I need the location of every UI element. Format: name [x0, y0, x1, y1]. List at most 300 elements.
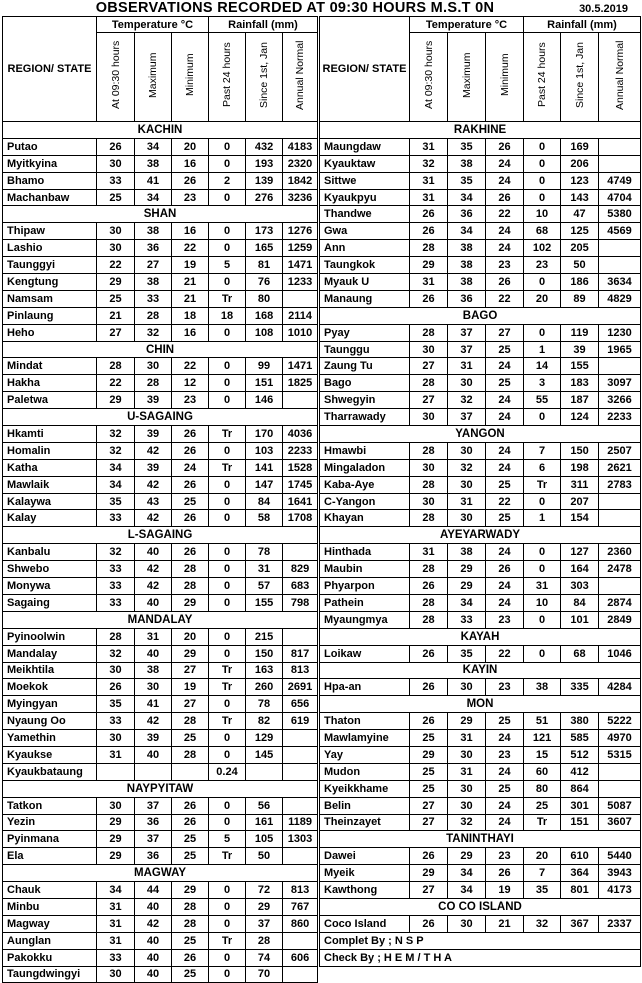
- rain-annual-normal: 798: [283, 594, 318, 611]
- station-name: Hakha: [3, 375, 97, 392]
- temp-min: 24: [486, 240, 524, 257]
- rain-since-jan: 123: [561, 172, 599, 189]
- temp-max: 30: [135, 679, 172, 696]
- temp-min: 22: [486, 493, 524, 510]
- rain-since-jan: 183: [561, 375, 599, 392]
- temp-0930: 30: [97, 966, 135, 983]
- temp-max: 34: [448, 223, 486, 240]
- temp-max: 36: [448, 290, 486, 307]
- temp-min: 20: [172, 628, 209, 645]
- temp-min: 24: [486, 392, 524, 409]
- temp-max: 30: [448, 375, 486, 392]
- section-header-row: [320, 696, 641, 713]
- rain-since-jan: 57: [246, 578, 283, 595]
- rain-24h: 0: [209, 814, 246, 831]
- rain-annual-normal: 2621: [599, 459, 641, 476]
- rain-since-jan: 141: [246, 459, 283, 476]
- section-header-row: [320, 662, 641, 679]
- table-row: [320, 746, 641, 763]
- table-row: [3, 544, 318, 561]
- table-row: [320, 679, 641, 696]
- rain-since-jan: 119: [561, 324, 599, 341]
- col-header: At 09:30 hours: [97, 33, 135, 122]
- table-row: [3, 375, 318, 392]
- temp-max: 27: [135, 257, 172, 274]
- rain-since-jan: 105: [246, 831, 283, 848]
- temp-min: 22: [486, 206, 524, 223]
- table-row: [3, 324, 318, 341]
- rain-24h: Tr: [209, 932, 246, 949]
- rain-since-jan: 186: [561, 274, 599, 291]
- temp-max: 42: [135, 561, 172, 578]
- temp-max: 38: [448, 274, 486, 291]
- table-row: [320, 290, 641, 307]
- station-name: Magway: [3, 915, 97, 932]
- table-row: [3, 814, 318, 831]
- col-header: At 09:30 hours: [410, 33, 448, 122]
- rain-24h: 10: [524, 206, 561, 223]
- table-row: [320, 155, 641, 172]
- temp-0930: 31: [97, 898, 135, 915]
- rain-24h: Tr: [209, 459, 246, 476]
- station-name: Maungdaw: [320, 138, 410, 155]
- table-row: [3, 848, 318, 865]
- rain-24h: 15: [524, 746, 561, 763]
- temp-max: 29: [448, 848, 486, 865]
- temp-min: [172, 763, 209, 780]
- station-name: Taunggu: [320, 341, 410, 358]
- rain-since-jan: 89: [561, 290, 599, 307]
- temp-max: 35: [448, 172, 486, 189]
- rain-since-jan: 151: [561, 814, 599, 831]
- rain-since-jan: 367: [561, 915, 599, 932]
- temp-0930: 33: [97, 510, 135, 527]
- station-name: Pyay: [320, 324, 410, 341]
- temp-min: 26: [486, 189, 524, 206]
- rain-24h: 60: [524, 763, 561, 780]
- station-name: Chauk: [3, 882, 97, 899]
- table-row: [320, 882, 641, 899]
- temp-0930: 33: [97, 561, 135, 578]
- section-title: KACHIN: [3, 122, 318, 139]
- station-name: Sittwe: [320, 172, 410, 189]
- table-row: [320, 797, 641, 814]
- station-name: Myingyan: [3, 696, 97, 713]
- rain-24h: 0: [524, 493, 561, 510]
- temp-max: 43: [135, 493, 172, 510]
- temp-max: 34: [448, 189, 486, 206]
- table-row: [3, 578, 318, 595]
- rain-since-jan: 70: [246, 966, 283, 983]
- right-observation-table: [319, 16, 641, 967]
- rain-24h: 0: [209, 223, 246, 240]
- temp-0930: 26: [410, 223, 448, 240]
- rain-24h: 5: [209, 831, 246, 848]
- rain-24h: 20: [524, 290, 561, 307]
- section-title: AYEYARWADY: [320, 527, 641, 544]
- rain-annual-normal: 817: [283, 645, 318, 662]
- rain-annual-normal: 2320: [283, 155, 318, 172]
- table-row: [320, 257, 641, 274]
- station-name: Hinthada: [320, 544, 410, 561]
- temp-0930: 26: [410, 679, 448, 696]
- rain-since-jan: 311: [561, 476, 599, 493]
- rain-annual-normal: [283, 392, 318, 409]
- rain-24h: 0: [209, 375, 246, 392]
- rain-annual-normal: 1825: [283, 375, 318, 392]
- rain-since-jan: 164: [561, 561, 599, 578]
- rain-24h: 3: [524, 375, 561, 392]
- rain-24h: Tr: [209, 713, 246, 730]
- temp-min: 22: [172, 358, 209, 375]
- section-title: RAKHINE: [320, 122, 641, 139]
- temp-max: 32: [448, 459, 486, 476]
- temp-min: 24: [486, 797, 524, 814]
- rain-24h: 31: [524, 578, 561, 595]
- report-date: 30.5.2019: [579, 3, 628, 15]
- rain-since-jan: 169: [561, 138, 599, 155]
- rain-since-jan: 187: [561, 392, 599, 409]
- station-name: C-Yangon: [320, 493, 410, 510]
- rain-24h: 0: [209, 358, 246, 375]
- temp-min: 24: [486, 459, 524, 476]
- temp-min: 24: [486, 763, 524, 780]
- temp-min: 29: [172, 882, 209, 899]
- station-name: Pathein: [320, 594, 410, 611]
- rain-annual-normal: 1230: [599, 324, 641, 341]
- rain-24h: 0: [209, 578, 246, 595]
- temp-max: 31: [448, 493, 486, 510]
- temp-max: 31: [448, 763, 486, 780]
- rain-since-jan: 84: [246, 493, 283, 510]
- temp-max: 37: [135, 831, 172, 848]
- temp-min: 26: [172, 426, 209, 443]
- col-header: Past 24 hours: [209, 33, 246, 122]
- rain-annual-normal: [283, 966, 318, 983]
- rain-annual-normal: 1641: [283, 493, 318, 510]
- temp-min: 24: [486, 223, 524, 240]
- rain-since-jan: 585: [561, 730, 599, 747]
- table-row: [320, 274, 641, 291]
- rain-24h: 0: [524, 324, 561, 341]
- temp-min: 16: [172, 324, 209, 341]
- temp-max: 29: [448, 561, 486, 578]
- rain-annual-normal: [599, 155, 641, 172]
- table-row: [3, 915, 318, 932]
- rain-annual-normal: [283, 746, 318, 763]
- temp-0930: 28: [410, 561, 448, 578]
- temp-min: 24: [486, 358, 524, 375]
- region-header: REGION/ STATE: [320, 17, 410, 122]
- station-name: Heho: [3, 324, 97, 341]
- section-title: YANGON: [320, 426, 641, 443]
- rain-24h: 55: [524, 392, 561, 409]
- temp-0930: 26: [410, 915, 448, 932]
- rain-24h: 0: [524, 611, 561, 628]
- station-name: Kyaukbataung: [3, 763, 97, 780]
- temp-0930: 31: [410, 274, 448, 291]
- station-name: Manaung: [320, 290, 410, 307]
- temp-max: 31: [135, 628, 172, 645]
- temp-max: 29: [448, 713, 486, 730]
- rain-since-jan: 260: [246, 679, 283, 696]
- rain-annual-normal: 4173: [599, 882, 641, 899]
- temp-0930: 25: [97, 189, 135, 206]
- station-name: Shwebo: [3, 561, 97, 578]
- table-row: [3, 696, 318, 713]
- station-name: Thipaw: [3, 223, 97, 240]
- temp-max: 44: [135, 882, 172, 899]
- rain-annual-normal: [283, 544, 318, 561]
- temp-0930: 33: [97, 594, 135, 611]
- table-row: [320, 780, 641, 797]
- temp-min: 18: [172, 307, 209, 324]
- rain-24h: 6: [524, 459, 561, 476]
- rain-since-jan: 127: [561, 544, 599, 561]
- station-name: Gwa: [320, 223, 410, 240]
- temp-0930: 29: [410, 746, 448, 763]
- station-name: Kawthong: [320, 882, 410, 899]
- rainfall-header: Rainfall (mm): [524, 17, 641, 33]
- temp-max: 40: [135, 898, 172, 915]
- temp-max: [135, 763, 172, 780]
- rain-annual-normal: [283, 848, 318, 865]
- temp-min: 24: [172, 459, 209, 476]
- station-name: Katha: [3, 459, 97, 476]
- rain-since-jan: [246, 763, 283, 780]
- station-name: Dawei: [320, 848, 410, 865]
- table-row: [3, 426, 318, 443]
- table-row: [320, 138, 641, 155]
- temp-max: 40: [135, 932, 172, 949]
- rain-24h: 102: [524, 240, 561, 257]
- temp-max: 39: [135, 730, 172, 747]
- temp-max: 40: [135, 746, 172, 763]
- temp-max: 30: [448, 797, 486, 814]
- table-row: [320, 493, 641, 510]
- table-row: [320, 510, 641, 527]
- station-name: Bago: [320, 375, 410, 392]
- rain-since-jan: 147: [246, 476, 283, 493]
- station-name: Zaung Tu: [320, 358, 410, 375]
- rain-since-jan: 151: [246, 375, 283, 392]
- rain-since-jan: 68: [561, 645, 599, 662]
- temp-min: 21: [172, 274, 209, 291]
- rain-since-jan: 101: [561, 611, 599, 628]
- rain-since-jan: 82: [246, 713, 283, 730]
- station-name: Thaton: [320, 713, 410, 730]
- temp-0930: 30: [410, 341, 448, 358]
- rain-annual-normal: 5315: [599, 746, 641, 763]
- rain-annual-normal: 4970: [599, 730, 641, 747]
- temp-min: 28: [172, 578, 209, 595]
- temp-max: 40: [135, 949, 172, 966]
- table-row: [320, 578, 641, 595]
- station-name: Myaungmya: [320, 611, 410, 628]
- rain-annual-normal: 3266: [599, 392, 641, 409]
- rain-24h: 25: [524, 797, 561, 814]
- temp-max: 39: [135, 392, 172, 409]
- station-name: Taungkok: [320, 257, 410, 274]
- station-name: Pyinmana: [3, 831, 97, 848]
- temp-max: 30: [448, 442, 486, 459]
- rain-since-jan: 78: [246, 544, 283, 561]
- rain-annual-normal: 767: [283, 898, 318, 915]
- col-header: Annual Normal: [283, 33, 318, 122]
- temp-min: 26: [486, 561, 524, 578]
- rain-annual-normal: 2783: [599, 476, 641, 493]
- station-name: Bhamo: [3, 172, 97, 189]
- rain-24h: 0: [209, 544, 246, 561]
- temp-0930: 25: [410, 763, 448, 780]
- station-name: Hmawbi: [320, 442, 410, 459]
- rain-annual-normal: 619: [283, 713, 318, 730]
- temp-max: 41: [135, 696, 172, 713]
- station-name: Minbu: [3, 898, 97, 915]
- table-row: [3, 713, 318, 730]
- temp-max: 39: [135, 459, 172, 476]
- temp-max: 36: [135, 240, 172, 257]
- temp-max: 40: [135, 645, 172, 662]
- temp-min: 25: [486, 375, 524, 392]
- rain-annual-normal: 860: [283, 915, 318, 932]
- temp-min: 26: [172, 172, 209, 189]
- temp-0930: 26: [410, 645, 448, 662]
- station-name: Machanbaw: [3, 189, 97, 206]
- rain-since-jan: 125: [561, 223, 599, 240]
- rain-since-jan: 303: [561, 578, 599, 595]
- rain-since-jan: 47: [561, 206, 599, 223]
- temp-max: 36: [135, 814, 172, 831]
- rain-annual-normal: 2849: [599, 611, 641, 628]
- temp-min: 24: [486, 155, 524, 172]
- station-name: Kyaukse: [3, 746, 97, 763]
- rain-annual-normal: 606: [283, 949, 318, 966]
- rain-since-jan: 155: [561, 358, 599, 375]
- temp-min: 22: [486, 290, 524, 307]
- rain-since-jan: 161: [246, 814, 283, 831]
- station-name: Namsam: [3, 290, 97, 307]
- rain-annual-normal: 3236: [283, 189, 318, 206]
- rain-since-jan: 99: [246, 358, 283, 375]
- temp-0930: 34: [97, 882, 135, 899]
- temp-min: 21: [486, 915, 524, 932]
- temp-0930: 32: [97, 544, 135, 561]
- station-name: Phyarpon: [320, 578, 410, 595]
- rain-24h: 0: [209, 138, 246, 155]
- temp-min: 29: [172, 645, 209, 662]
- temp-max: 31: [448, 358, 486, 375]
- temp-min: 27: [486, 324, 524, 341]
- temp-0930: 26: [97, 138, 135, 155]
- rain-since-jan: 139: [246, 172, 283, 189]
- section-title: KAYAH: [320, 628, 641, 645]
- rain-annual-normal: 1708: [283, 510, 318, 527]
- section-title: L-SAGAING: [3, 527, 318, 544]
- temp-max: 30: [448, 510, 486, 527]
- temp-min: 24: [486, 578, 524, 595]
- rain-annual-normal: 2478: [599, 561, 641, 578]
- temp-0930: 35: [97, 696, 135, 713]
- temp-min: 25: [172, 848, 209, 865]
- rain-since-jan: 215: [246, 628, 283, 645]
- table-row: [3, 189, 318, 206]
- rain-24h: Tr: [209, 679, 246, 696]
- rain-since-jan: 150: [561, 442, 599, 459]
- rain-annual-normal: [599, 510, 641, 527]
- rain-24h: 68: [524, 223, 561, 240]
- rain-annual-normal: [283, 628, 318, 645]
- temp-min: 28: [172, 915, 209, 932]
- station-name: Hkamti: [3, 426, 97, 443]
- table-row: [3, 223, 318, 240]
- station-name: Mingaladon: [320, 459, 410, 476]
- temp-0930: 25: [410, 780, 448, 797]
- station-name: Pinlaung: [3, 307, 97, 324]
- temp-0930: 31: [97, 932, 135, 949]
- temp-max: 34: [448, 882, 486, 899]
- rain-since-jan: 154: [561, 510, 599, 527]
- rain-since-jan: 72: [246, 882, 283, 899]
- rain-24h: 14: [524, 358, 561, 375]
- rain-annual-normal: 3607: [599, 814, 641, 831]
- temp-0930: 26: [410, 713, 448, 730]
- report-header: [0, 0, 642, 16]
- rain-annual-normal: 4284: [599, 679, 641, 696]
- rain-annual-normal: 4829: [599, 290, 641, 307]
- temp-min: 26: [172, 797, 209, 814]
- rain-since-jan: 155: [246, 594, 283, 611]
- rain-24h: 51: [524, 713, 561, 730]
- table-row: [320, 189, 641, 206]
- temp-max: 40: [135, 544, 172, 561]
- rain-since-jan: 28: [246, 932, 283, 949]
- temp-0930: 33: [97, 172, 135, 189]
- section-header-row: [320, 898, 641, 915]
- rain-since-jan: 206: [561, 155, 599, 172]
- rain-since-jan: 143: [561, 189, 599, 206]
- rain-24h: 0.24: [209, 763, 246, 780]
- temp-0930: 28: [410, 611, 448, 628]
- station-name: Lashio: [3, 240, 97, 257]
- rain-since-jan: 81: [246, 257, 283, 274]
- table-row: [3, 307, 318, 324]
- section-header-row: [320, 307, 641, 324]
- temp-0930: 28: [97, 628, 135, 645]
- rain-annual-normal: 5087: [599, 797, 641, 814]
- rain-annual-normal: 1965: [599, 341, 641, 358]
- rain-24h: 0: [524, 189, 561, 206]
- temp-0930: 28: [410, 510, 448, 527]
- temp-0930: 30: [97, 730, 135, 747]
- rain-since-jan: 145: [246, 746, 283, 763]
- rain-since-jan: 50: [561, 257, 599, 274]
- station-name: Sagaing: [3, 594, 97, 611]
- temp-0930: 26: [410, 206, 448, 223]
- table-row: [320, 865, 641, 882]
- temp-0930: 25: [97, 290, 135, 307]
- rain-annual-normal: [283, 763, 318, 780]
- temp-min: 26: [172, 814, 209, 831]
- table-row: [3, 290, 318, 307]
- temp-0930: 31: [97, 915, 135, 932]
- rain-24h: 0: [524, 544, 561, 561]
- rain-24h: 0: [209, 915, 246, 932]
- table-row: [320, 763, 641, 780]
- rain-annual-normal: 1276: [283, 223, 318, 240]
- temp-min: 26: [486, 274, 524, 291]
- table-row: [3, 898, 318, 915]
